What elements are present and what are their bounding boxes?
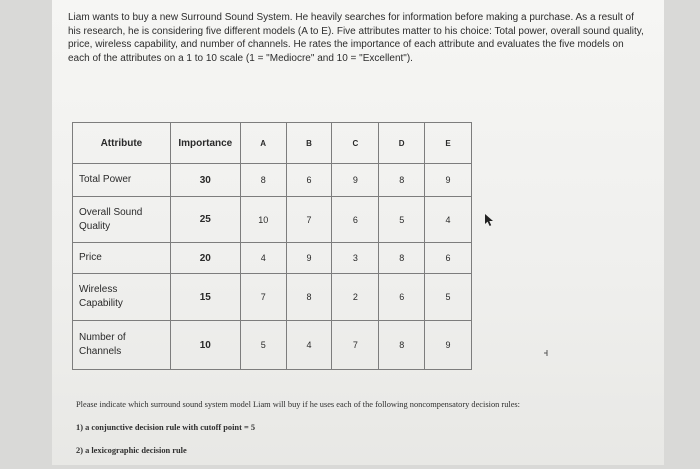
question-rule-1: 1) a conjunctive decision rule with cutoff point = 5 [76, 423, 256, 432]
header-attribute: Attribute [73, 123, 171, 164]
attribute-name: Wireless Capability [73, 274, 171, 321]
score-a: 7 [240, 274, 286, 321]
score-d: 8 [379, 164, 425, 197]
score-b: 8 [286, 274, 332, 321]
score-b: 4 [286, 321, 332, 370]
table-row [73, 197, 472, 243]
score-c: 6 [332, 197, 379, 243]
score-c: 9 [332, 164, 379, 197]
attribute-name: Overall Sound Quality [73, 197, 171, 243]
table-row [73, 164, 472, 197]
score-d: 5 [379, 197, 425, 243]
score-e: 9 [425, 164, 472, 197]
attribute-name: Total Power [73, 164, 171, 197]
score-a: 4 [240, 243, 286, 274]
question-rule-2: 2) a lexicographic decision rule [76, 446, 187, 455]
question-prompt: Please indicate which surround sound system model Liam will buy if he uses each of the following noncompensatory decision rules: [76, 400, 521, 409]
attribute-name: Price [73, 243, 171, 274]
score-a: 5 [240, 321, 286, 370]
score-c: 3 [332, 243, 379, 274]
intro-paragraph: Liam wants to buy a new Surround Sound System. He heavily searches for information before making a purchase. As a result of his research, he is considering five different models (A to E). Five attributes matter to his choice: Total power, overall sound quality, price, wireless capability, and number of channels. He rates the importance of each attribute and evaluates the five models on each of the attributes on a 1 to 10 scale (1 = "Mediocre" and 10 = "Excellent"). [68, 12, 644, 64]
header-model-b: B [286, 123, 332, 164]
header-importance: Importance [170, 123, 240, 164]
table-row [73, 243, 472, 274]
score-b: 6 [286, 164, 332, 197]
score-c: 7 [332, 321, 379, 370]
importance-value: 15 [170, 274, 240, 321]
score-e: 4 [425, 197, 472, 243]
score-b: 9 [286, 243, 332, 274]
score-a: 8 [240, 164, 286, 197]
importance-value: 25 [170, 197, 240, 243]
questions-section [76, 400, 676, 469]
header-model-d: D [379, 123, 425, 164]
importance-value: 10 [170, 321, 240, 370]
score-b: 7 [286, 197, 332, 243]
stray-mark-icon [543, 349, 551, 357]
score-e: 9 [425, 321, 472, 370]
importance-value: 30 [170, 164, 240, 197]
attribute-table [72, 122, 472, 370]
score-d: 6 [379, 274, 425, 321]
table-row [73, 274, 472, 321]
score-e: 6 [425, 243, 472, 274]
table-row [73, 321, 472, 370]
header-model-e: E [425, 123, 472, 164]
header-model-a: A [240, 123, 286, 164]
table-header-row [73, 123, 472, 164]
score-e: 5 [425, 274, 472, 321]
score-c: 2 [332, 274, 379, 321]
mouse-pointer-icon [484, 213, 496, 227]
score-d: 8 [379, 321, 425, 370]
score-d: 8 [379, 243, 425, 274]
attribute-name: Number of Channels [73, 321, 171, 370]
score-a: 10 [240, 197, 286, 243]
importance-value: 20 [170, 243, 240, 274]
header-model-c: C [332, 123, 379, 164]
